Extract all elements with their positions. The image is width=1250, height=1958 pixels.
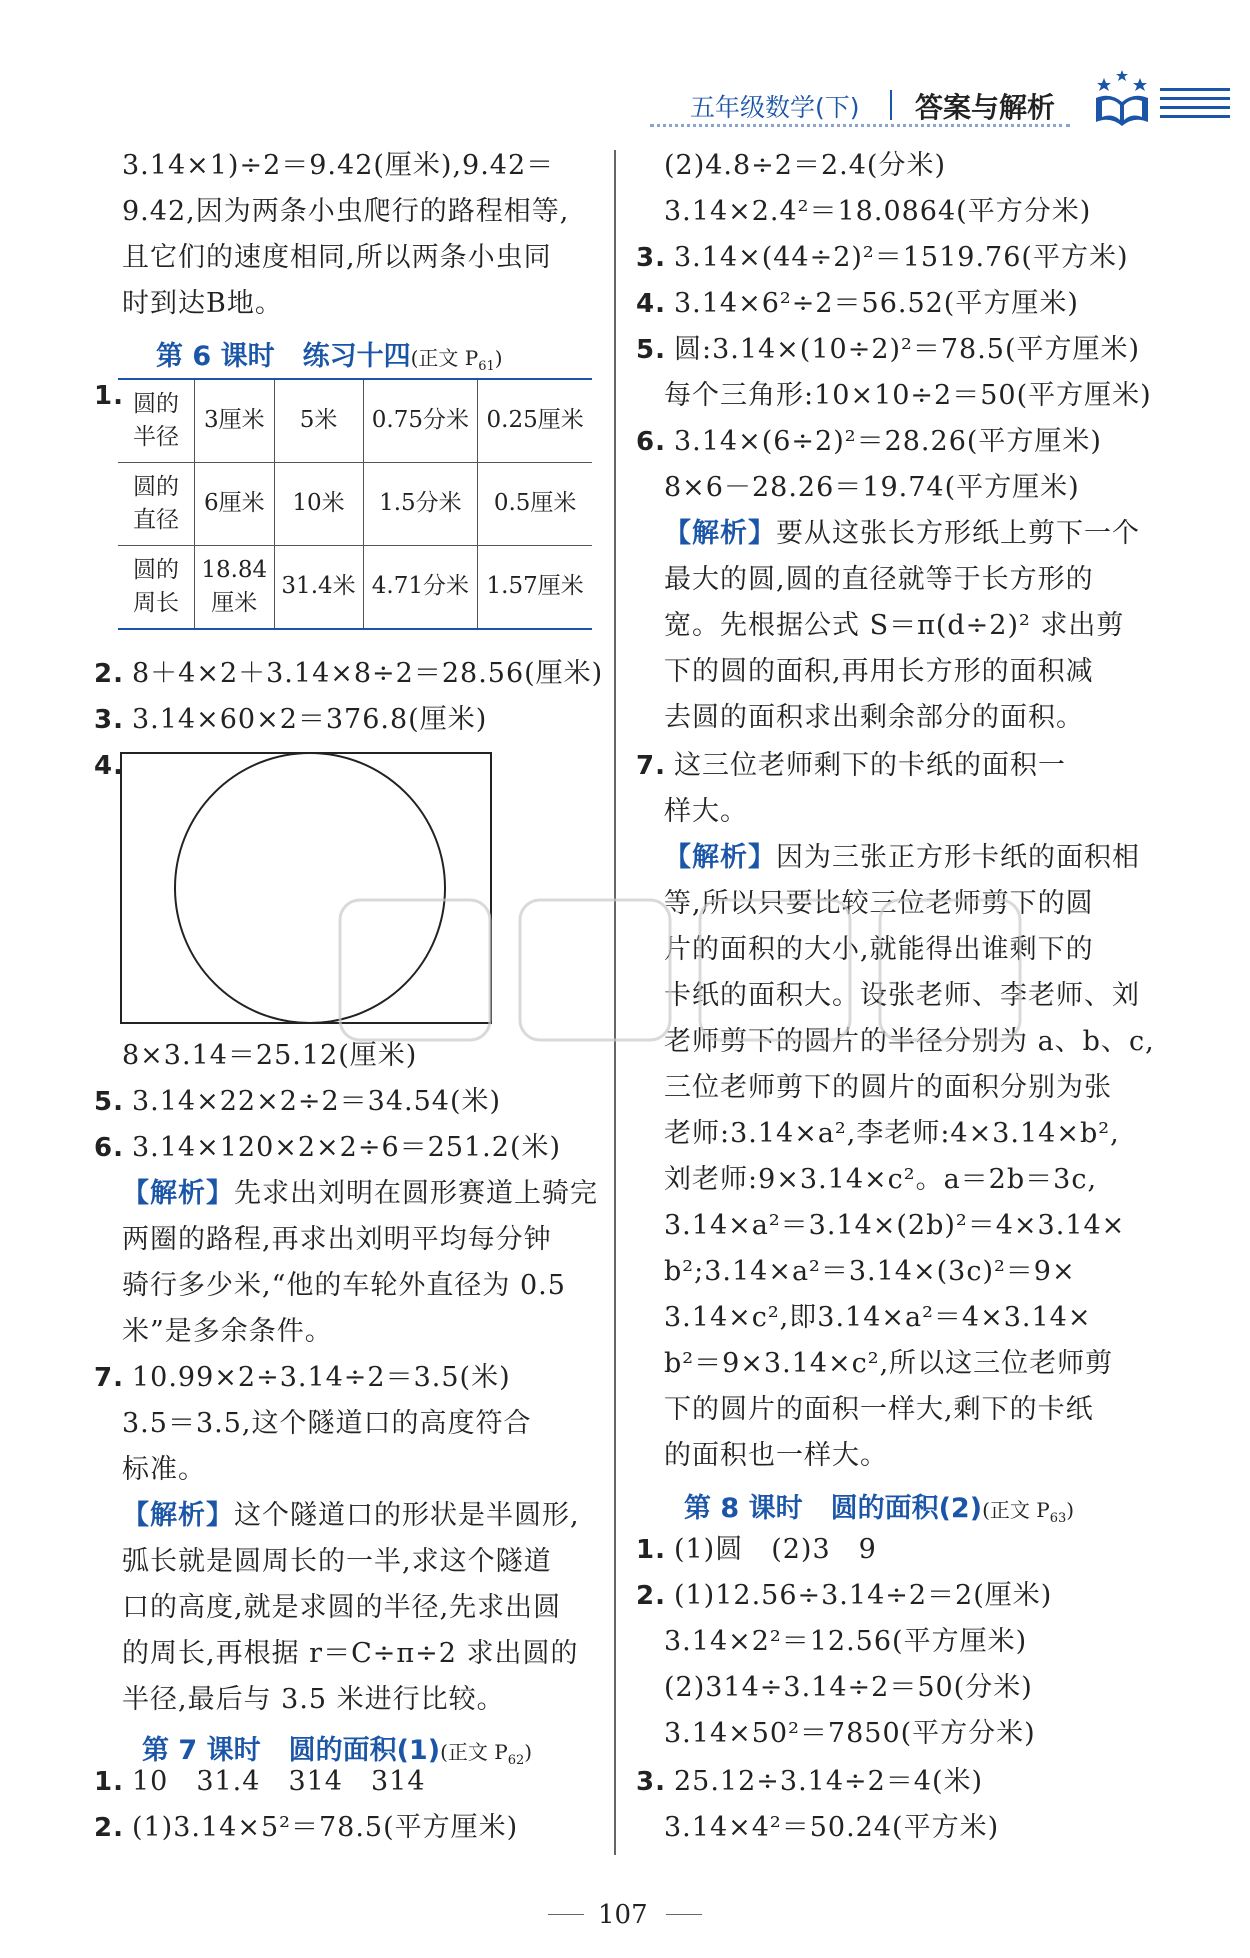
right-question-5-line-1: 5. 圆:3.14×(10÷2)²＝78.5(平方厘米)	[636, 334, 1141, 365]
right-question-6-line-2: 8×6－28.26＝19.74(平方厘米)	[664, 472, 1080, 503]
right-question-7-line-1: 7. 这三位老师剩下的卡纸的面积一	[636, 750, 1066, 781]
question-5: 5. 3.14×22×2÷2＝34.54(米)	[94, 1086, 502, 1117]
question-3: 3. 3.14×60×2＝376.8(厘米)	[94, 704, 488, 735]
lesson6-topic: 练习十四	[302, 341, 411, 372]
footer-dash-left	[548, 1914, 584, 1915]
column-divider	[614, 150, 616, 1855]
lesson6-ref: (正文 $P_{61}$)	[410, 346, 503, 374]
r-q7-analysis-line-7: 老师:3.14×a²,李老师:4×3.14×b²,	[664, 1118, 1120, 1149]
table-cell: 3厘米	[195, 379, 275, 463]
row-header-circumference: 圆的 周长	[118, 546, 195, 630]
intro-line-4: 时到达B地。	[122, 288, 283, 319]
q7-analysis-line-1: 【解析】这个隧道口的形状是半圆形,	[122, 1500, 580, 1531]
table-cell: 5米	[274, 379, 363, 463]
lesson7-question-1: 1. 10 31.4 314 314	[94, 1766, 426, 1797]
book-logo-icon	[1090, 68, 1156, 128]
q7-analysis-line-4: 的周长,再根据 r＝C÷π÷2 求出圆的	[122, 1638, 579, 1669]
lesson7-title: 第 7 课时	[142, 1735, 261, 1766]
question-4-answer: 8×3.14＝25.12(厘米)	[122, 1040, 418, 1071]
lesson8-ref: (正文 $P_{63}$)	[982, 1498, 1075, 1526]
page-number: 107	[598, 1900, 648, 1930]
r-q7-analysis-line-12: b²＝9×3.14×c²,所以这三位老师剪	[664, 1348, 1114, 1379]
table-row	[118, 379, 592, 463]
right-question-6-line-1: 6. 3.14×(6÷2)²＝28.26(平方厘米)	[636, 426, 1102, 457]
lesson7-ref: (正文 $P_{62}$)	[440, 1740, 533, 1768]
right-question-4: 4. 3.14×6²÷2＝56.52(平方厘米)	[636, 288, 1079, 319]
r-q7-analysis-line-8: 刘老师:9×3.14×c²。a＝2b＝3c,	[664, 1164, 1098, 1195]
section-title: 答案与解析	[915, 91, 1056, 124]
r-q7-analysis-line-2: 等,所以只要比较三位老师剪下的圆	[664, 888, 1094, 919]
r-q6-analysis-line-5: 去圆的面积求出剩余部分的面积。	[664, 702, 1084, 733]
rectangle-shape	[121, 753, 491, 1023]
lesson7-topic: 圆的面积(1)	[288, 1735, 441, 1766]
question-7-line-3: 标准。	[122, 1454, 206, 1485]
question-4-number: 4.	[94, 751, 124, 781]
r-q7-analysis-line-13: 下的圆片的面积一样大,剩下的卡纸	[664, 1394, 1094, 1425]
r-q7-analysis-line-9: 3.14×a²＝3.14×(2b)²＝4×3.14×	[664, 1210, 1126, 1241]
header-dotted-rule	[650, 120, 1070, 127]
q7-analysis-line-3: 口的高度,就是求圆的半径,先求出圆	[122, 1592, 562, 1623]
lesson6-heading	[156, 334, 503, 374]
lesson8-title: 第 8 课时	[684, 1493, 803, 1524]
question-7-line-2: 3.5＝3.5,这个隧道口的高度符合	[122, 1408, 532, 1439]
row-header-diameter: 圆的 直径	[118, 463, 195, 546]
book-title: 五年级数学(下)	[690, 93, 860, 122]
right-top-line-1: (2)4.8÷2＝2.4(分米)	[664, 150, 946, 181]
lesson8-question-2-line-4: 3.14×50²＝7850(平方分米)	[664, 1718, 1036, 1749]
intro-line-2: 9.42,因为两条小虫爬行的路程相等,	[122, 196, 570, 227]
question-2: 2. 8＋4×2＋3.14×8÷2＝28.56(厘米)	[94, 658, 604, 689]
table-cell: 1.57厘米	[478, 546, 592, 630]
question-6: 6. 3.14×120×2×2÷6＝251.2(米)	[94, 1132, 562, 1163]
circle-shape	[175, 753, 445, 1023]
question-7-line-1: 7. 10.99×2÷3.14÷2＝3.5(米)	[94, 1362, 511, 1393]
table-cell: 31.4米	[274, 546, 363, 630]
table-cell: 0.25厘米	[478, 379, 592, 463]
r-q7-analysis-line-11: 3.14×c²,即3.14×a²＝4×3.14×	[664, 1302, 1092, 1333]
r-q7-analysis-line-10: b²;3.14×a²＝3.14×(3c)²＝9×	[664, 1256, 1076, 1287]
square-circle-figure	[120, 752, 492, 1024]
table-cell: 0.5厘米	[478, 463, 592, 546]
lesson7-heading	[142, 1728, 532, 1768]
right-top-line-2: 3.14×2.4²＝18.0864(平方分米)	[664, 196, 1092, 227]
table-cell: 10米	[274, 463, 363, 546]
intro-line-1: 3.14×1)÷2＝9.42(厘米),9.42＝	[122, 150, 555, 181]
q7-analysis-line-5: 半径,最后与 3.5 米进行比较。	[122, 1684, 505, 1715]
right-question-7-line-2: 样大。	[664, 796, 748, 827]
table-cell: 6厘米	[195, 463, 275, 546]
r-q6-analysis-line-3: 宽。先根据公式 S＝π(d÷2)² 求出剪	[664, 610, 1125, 641]
header-separator	[890, 90, 892, 120]
r-q7-analysis-line-14: 的面积也一样大。	[664, 1440, 888, 1471]
row-header-radius: 圆的 半径	[118, 379, 195, 463]
q6-analysis-line-1: 【解析】先求出刘明在圆形赛道上骑完	[122, 1178, 598, 1209]
table-cell: 4.71分米	[363, 546, 478, 630]
q6-analysis-line-4: 米”是多余条件。	[122, 1316, 333, 1347]
footer-dash-right	[666, 1914, 702, 1915]
lesson8-question-3-line-2: 3.14×4²＝50.24(平方米)	[664, 1812, 1000, 1843]
r-q7-analysis-line-3: 片的面积的大小,就能得出谁剩下的	[664, 934, 1094, 965]
q6-analysis-line-3: 骑行多少米,“他的车轮外直径为 0.5	[122, 1270, 566, 1301]
lesson8-question-2-line-1: 2. (1)12.56÷3.14÷2＝2(厘米)	[636, 1580, 1053, 1611]
q6-analysis-line-2: 两圈的路程,再求出刘明平均每分钟	[122, 1224, 552, 1255]
q7-analysis-line-2: 弧长就是圆周长的一半,求这个隧道	[122, 1546, 552, 1577]
table-cell: 1.5分米	[363, 463, 478, 546]
header-stripes	[1160, 88, 1230, 124]
table-question-number: 1.	[94, 381, 124, 411]
circle-table	[118, 378, 592, 630]
r-q6-analysis-line-4: 下的圆的面积,再用长方形的面积减	[664, 656, 1094, 687]
r-q7-analysis-line-4: 卡纸的面积大。设张老师、李老师、刘	[664, 980, 1140, 1011]
lesson7-question-2: 2. (1)3.14×5²＝78.5(平方厘米)	[94, 1812, 519, 1843]
r-q7-analysis-line-5: 老师剪下的圆片的半径分别为 a、b、c,	[664, 1026, 1155, 1057]
lesson6-title: 第 6 课时	[156, 341, 275, 372]
intro-line-3: 且它们的速度相同,所以两条小虫同	[122, 242, 552, 273]
lesson8-heading	[684, 1486, 1074, 1526]
table-row	[118, 463, 592, 546]
lesson8-question-2-line-2: 3.14×2²＝12.56(平方厘米)	[664, 1626, 1028, 1657]
table-cell: 18.84 厘米	[195, 546, 275, 630]
lesson8-question-2-line-3: (2)314÷3.14÷2＝50(分米)	[664, 1672, 1033, 1703]
right-question-3: 3. 3.14×(44÷2)²＝1519.76(平方米)	[636, 242, 1129, 273]
table-cell: 0.75分米	[363, 379, 478, 463]
right-question-5-line-2: 每个三角形:10×10÷2＝50(平方厘米)	[664, 380, 1152, 411]
lesson8-topic: 圆的面积(2)	[830, 1493, 983, 1524]
lesson8-question-3-line-1: 3. 25.12÷3.14÷2＝4(米)	[636, 1766, 984, 1797]
r-q7-analysis-line-1: 【解析】因为三张正方形卡纸的面积相	[664, 842, 1140, 873]
r-q6-analysis-line-1: 【解析】要从这张长方形纸上剪下一个	[664, 518, 1140, 549]
lesson8-question-1: 1. (1)圆 (2)3 9	[636, 1534, 877, 1565]
r-q7-analysis-line-6: 三位老师剪下的圆片的面积分别为张	[664, 1072, 1112, 1103]
table-row	[118, 546, 592, 630]
r-q6-analysis-line-2: 最大的圆,圆的直径就等于长方形的	[664, 564, 1094, 595]
